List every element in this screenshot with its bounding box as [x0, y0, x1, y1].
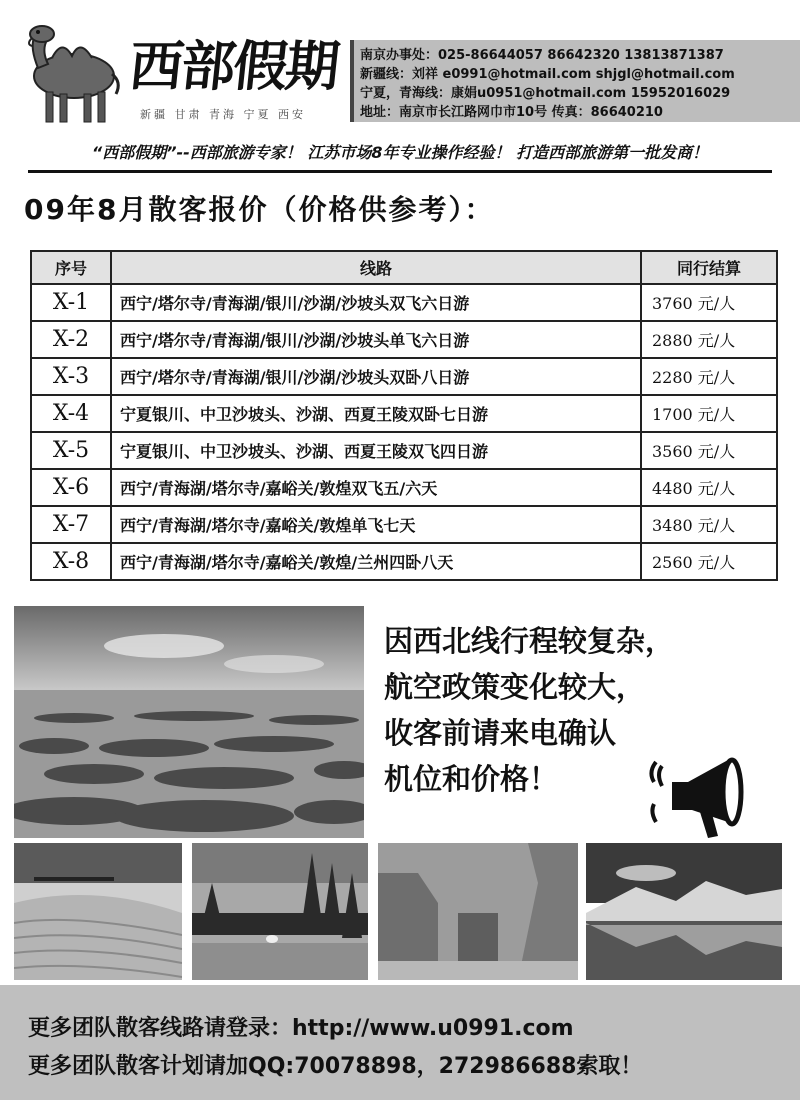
page-title: 09年8月散客报价（价格供参考）： — [24, 193, 495, 226]
route-name: 西宁/青海湖/塔尔寺/嘉峪关/敦煌/兰州四卧八天 — [111, 543, 641, 580]
route-name: 西宁/青海湖/塔尔寺/嘉峪关/敦煌双飞五/六天 — [111, 469, 641, 506]
route-code: X-4 — [31, 395, 111, 432]
route-name: 宁夏银川、中卫沙坡头、沙湖、西夏王陵双卧七日游 — [111, 395, 641, 432]
route-price: 2880 元/人 — [641, 321, 777, 358]
slogan: “西部假期”--西部旅游专家！ 江苏市场8年专业操作经验！ 打造西部旅游第一批发商！ — [91, 143, 709, 162]
route-price: 1700 元/人 — [641, 395, 777, 432]
mountain-lake-photo — [586, 843, 782, 980]
table-row — [31, 506, 777, 543]
table-row — [31, 432, 777, 469]
megaphone-icon — [648, 752, 760, 844]
ancient-city-photo — [378, 843, 578, 980]
route-name: 西宁/青海湖/塔尔寺/嘉峪关/敦煌单飞七天 — [111, 506, 641, 543]
table-row — [31, 358, 777, 395]
route-price: 2280 元/人 — [641, 358, 777, 395]
route-code: X-1 — [31, 284, 111, 321]
table-row — [31, 395, 777, 432]
notice-line: 机位和价格！ — [384, 762, 559, 796]
contact-ningxia-qinghai: 宁夏，青海线：康娟u0951@hotmail.com 15952016029 — [360, 86, 731, 101]
route-name: 西宁/塔尔寺/青海湖/银川/沙湖/沙坡头双飞六日游 — [111, 284, 641, 321]
table-row — [31, 543, 777, 580]
brand-subtitle: 新疆 甘肃 青海 宁夏 西安 — [140, 108, 306, 121]
contact-address: 地址：南京市长江路网巾市10号 传真：86640210 — [360, 105, 663, 120]
table-header-row — [31, 251, 777, 284]
footer — [0, 985, 800, 1100]
route-price: 4480 元/人 — [641, 469, 777, 506]
contact-panel — [350, 40, 800, 122]
header-route: 线路 — [111, 251, 641, 284]
table-row — [31, 284, 777, 321]
route-price: 3560 元/人 — [641, 432, 777, 469]
camel-logo-icon — [12, 8, 132, 128]
table-row — [31, 321, 777, 358]
header-price: 同行结算 — [641, 251, 777, 284]
contact-xinjiang: 新疆线：刘祥 e0991@hotmail.com shjgl@hotmail.com — [360, 67, 735, 82]
route-name: 西宁/塔尔寺/青海湖/银川/沙湖/沙坡头双卧八日游 — [111, 358, 641, 395]
table-row — [31, 469, 777, 506]
route-code: X-2 — [31, 321, 111, 358]
route-price: 3760 元/人 — [641, 284, 777, 321]
route-price: 3480 元/人 — [641, 506, 777, 543]
route-code: X-3 — [31, 358, 111, 395]
route-code: X-6 — [31, 469, 111, 506]
route-name: 宁夏银川、中卫沙坡头、沙湖、西夏王陵双飞四日游 — [111, 432, 641, 469]
route-code: X-7 — [31, 506, 111, 543]
footer-qq: 更多团队散客计划请加QQ:70078898，272986688索取！ — [28, 1054, 643, 1079]
notice-line: 航空政策变化较大， — [384, 670, 646, 704]
brand-title: 西部假期 — [126, 34, 341, 98]
route-code: X-5 — [31, 432, 111, 469]
route-name: 西宁/塔尔寺/青海湖/银川/沙湖/沙坡头单飞六日游 — [111, 321, 641, 358]
contact-nanjing: 南京办事处：025-86644057 86642320 13813871387 — [360, 48, 724, 63]
desert-photo — [14, 843, 182, 980]
header-code: 序号 — [31, 251, 111, 284]
notice-line: 收客前请来电确认 — [384, 716, 617, 750]
route-code: X-8 — [31, 543, 111, 580]
notice-line: 因西北线行程较复杂， — [384, 624, 675, 658]
grassland-photo — [192, 843, 368, 980]
divider — [28, 170, 772, 173]
route-price: 2560 元/人 — [641, 543, 777, 580]
price-table — [30, 250, 778, 581]
lake-photo — [14, 606, 364, 838]
footer-website: 更多团队散客线路请登录：http://www.u0991.com — [28, 1016, 574, 1041]
